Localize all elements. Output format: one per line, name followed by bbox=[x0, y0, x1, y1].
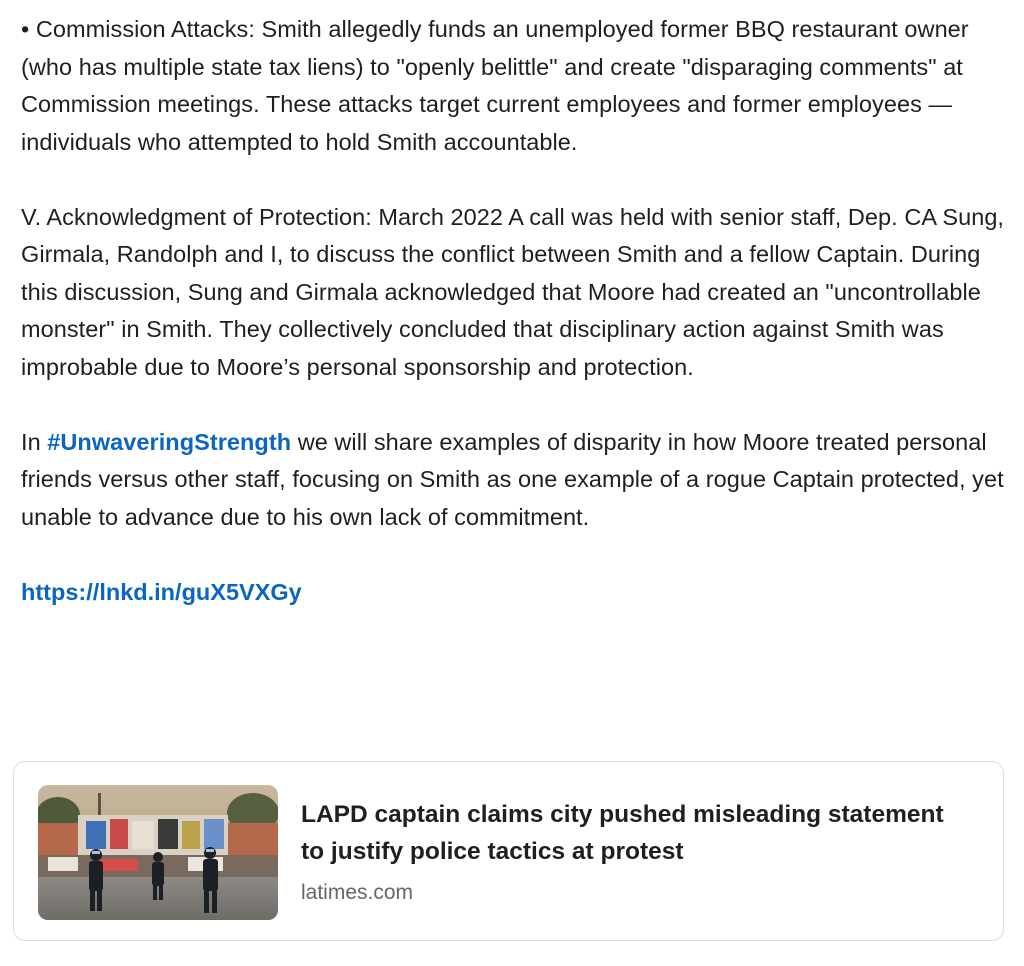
paragraph-suffix: we will share examples of disparity in how Moore treated personal friends versus other staff, focusing on Smith as one example of a rogue Captain protected, yet unable to advance due to his own lack of commitment. bbox=[21, 428, 1004, 530]
paragraph-prefix: In bbox=[21, 428, 48, 455]
news-photo-thumbnail bbox=[38, 785, 278, 920]
paragraph-spacer bbox=[21, 536, 1011, 574]
paragraph-spacer bbox=[21, 386, 1011, 424]
shortened-url-link[interactable]: https://lnkd.in/guX5VXGy bbox=[21, 578, 302, 605]
link-preview-title[interactable]: LAPD captain claims city pushed misleading statement to justify police tactics at protest bbox=[301, 801, 944, 865]
link-preview-card[interactable] bbox=[13, 761, 1004, 941]
paragraph-spacer bbox=[21, 161, 1011, 199]
post-body bbox=[21, 11, 1011, 611]
paragraph-unwavering-strength bbox=[21, 424, 1011, 537]
link-preview-source: latimes.com bbox=[301, 881, 414, 904]
paragraph-commission-attacks: • Commission Attacks: Smith allegedly funds an unemployed former BBQ restaurant owner (who has multiple state tax liens) to "openly belittle" and create "disparaging comments" at Commission meetings. These attacks target current employees and former employees —individuals who attempted to hold Smith accountable. bbox=[21, 16, 969, 155]
paragraph-acknowledgment: V. Acknowledgment of Protection: March 2022 A call was held with senior staff, Dep. CA Sung, Girmala, Randolph and I, to discuss the conflict between Smith and a fellow Captain. During this discussion, Sung and Girmala acknowledged that Moore had created an "uncontrollable monster" in Smith. They collectively concluded that disciplinary action against Smith was improbable due to Moore’s personal sponsorship and protection. bbox=[21, 203, 1005, 380]
hashtag-link[interactable]: #UnwaveringStrength bbox=[47, 428, 292, 455]
